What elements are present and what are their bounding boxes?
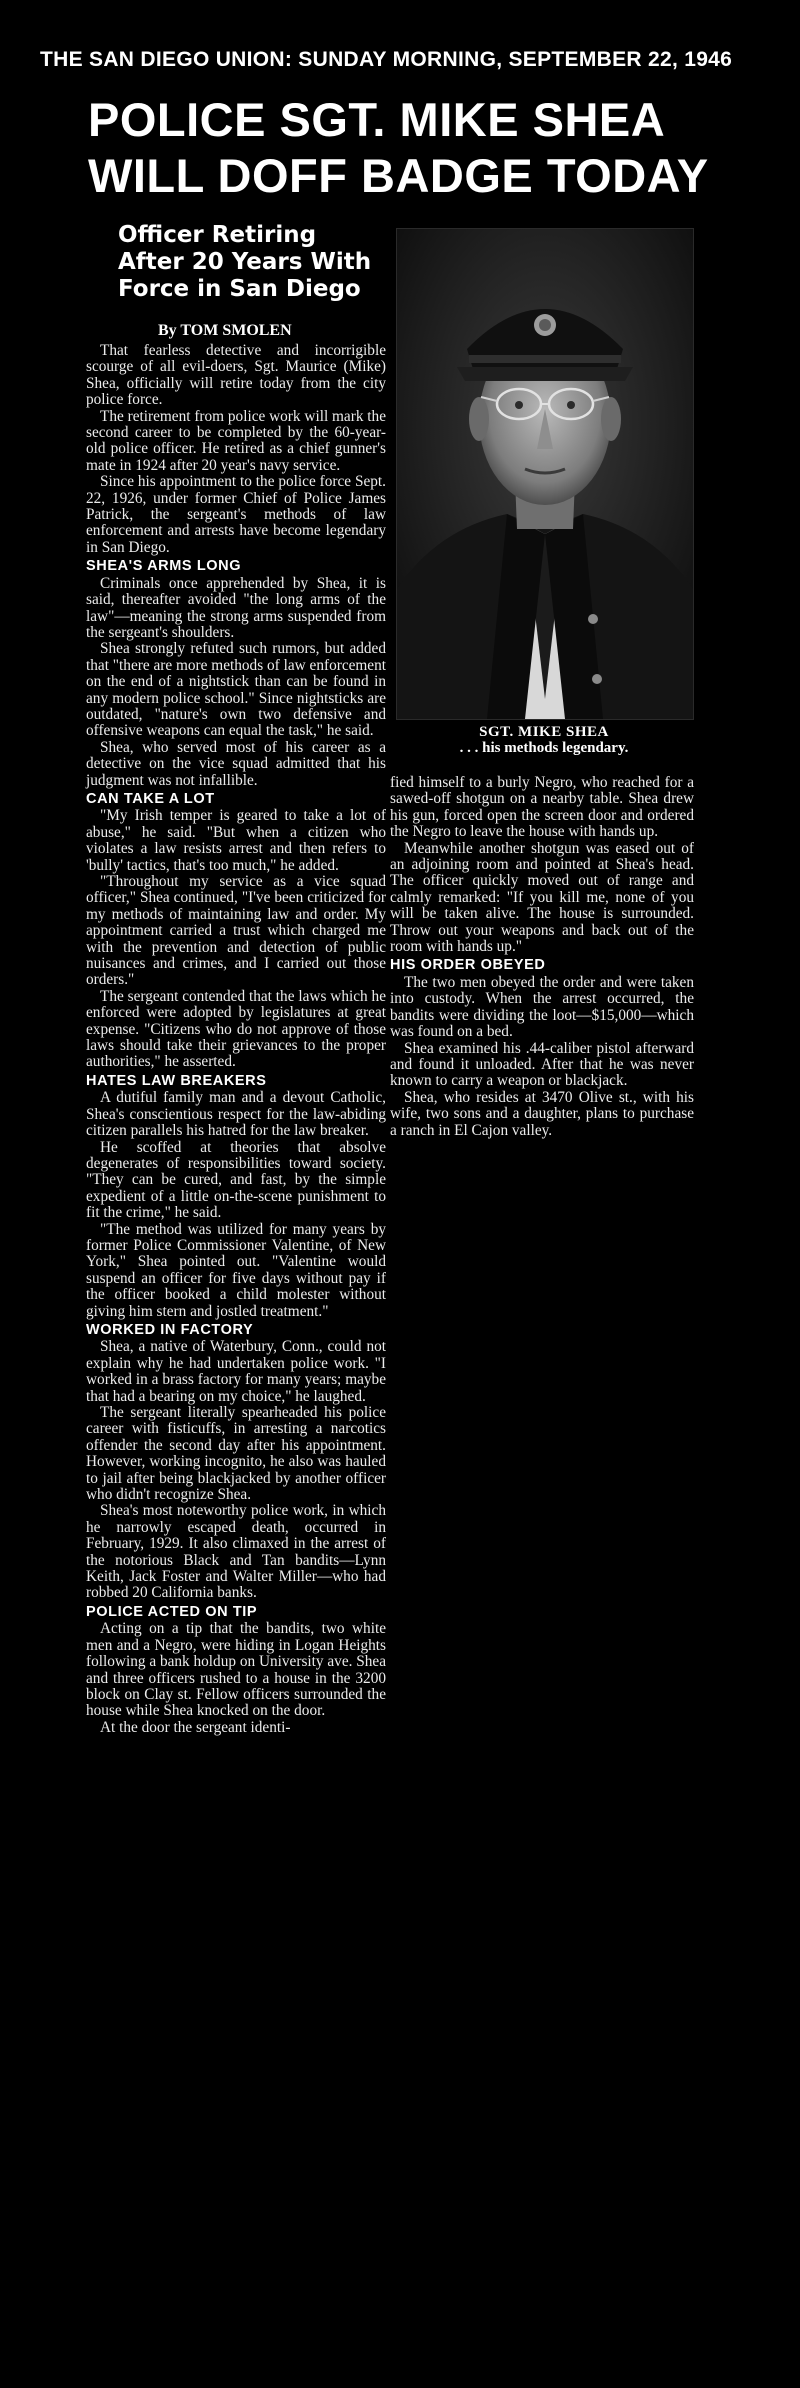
- article-paragraph: The sergeant literally spearheaded his police career with fisticuffs, in arresting a narcotics offender the second day after his appointment. However, working incognito, he also was hauled to jail after being blackjacked by another officer who didn't recognize Shea.: [86, 1404, 386, 1504]
- portrait-illustration: [397, 229, 693, 719]
- article-paragraph: fied himself to a burly Negro, who reached for a sawed-off shotgun on a nearby table. Shea drew his gun, forced open the screen door and ordered the Negro to leave the house with hands up.: [390, 774, 694, 841]
- section-subhead: SHEA'S ARMS LONG: [86, 558, 242, 575]
- caption-subtitle: . . . his methods legendary.: [459, 740, 629, 756]
- article-paragraph: Shea's most noteworthy police work, in which he narrowly escaped death, occurred in February, 1929. It also climaxed in the arrest of the notorious Black and Tan bandits—Lynn Keith, Jack Foster and Walter Miller—who had robbed 20 California banks.: [86, 1502, 386, 1602]
- article-paragraph: The sergeant contended that the laws which he enforced were adopted by legislatures at great expense. "Citizens who do not approve of those laws should take their grievances to the proper authorities," he asserted.: [86, 987, 386, 1071]
- subheadline-line-2: After 20 Years With: [118, 249, 372, 275]
- article-paragraph: The two men obeyed the order and were taken into custody. When the arrest occurred, the bandits were dividing the loot—$15,000—which was found on a bed.: [390, 973, 694, 1041]
- article-paragraph: At the door the sergeant identi-: [100, 1718, 291, 1736]
- article-paragraph: Meanwhile another shotgun was eased out of an adjoining room and pointed at Shea's head. The officer quickly moved out of range and calmly remarked: "If you kill me, none of you will be taken alive. The house is surrounded. Throw out your weapons and back out of the room with hands up.": [390, 839, 694, 956]
- masthead: THE SAN DIEGO UNION: SUNDAY MORNING, SEPTEMBER 22, 1946: [40, 48, 733, 71]
- subheadline: [118, 222, 388, 303]
- article-paragraph: Shea, who served most of his career as a detective on the vice squad admitted that his judgment was not infallible.: [86, 738, 386, 789]
- article-paragraph: "My Irish temper is geared to take a lot of abuse," he said. "But when a citizen who violates a law resists arrest and then refers to 'bully' tactics, that's too much," he added.: [86, 807, 386, 874]
- section-subhead: HIS ORDER OBEYED: [390, 957, 546, 974]
- subheadline-line-3: Force in San Diego: [118, 276, 361, 302]
- officer-portrait-photo: [396, 228, 694, 720]
- photo-caption: [396, 724, 692, 756]
- section-subhead: HATES LAW BREAKERS: [86, 1072, 267, 1089]
- subheadline-line-1: Officer Retiring: [118, 222, 317, 248]
- article-column-1: [86, 343, 386, 1736]
- article-paragraph: Shea examined his .44-caliber pistol afterward and found it unloaded. After that he was never known to carry a weapon or blackjack.: [390, 1039, 694, 1090]
- section-subhead: CAN TAKE A LOT: [86, 790, 215, 807]
- article-paragraph: "Throughout my service as a vice squad officer," Shea continued, "I've been criticized for my methods of maintaining law and order. My appointment carried a trust which charged me with the prevention and detection of public nuisances and crimes, and I carried out those orders.": [86, 873, 386, 989]
- article-paragraph: A dutiful family man and a devout Catholic, Shea's conscientious respect for the law-abiding citizen parallels his hatred for the law breaker.: [86, 1089, 386, 1140]
- article-paragraph: Shea, a native of Waterbury, Conn., could not explain why he had undertaken police work. "I worked in a brass factory for many years; maybe that had a bearing on my choice," he laughed.: [86, 1338, 386, 1405]
- caption-name: SGT. MIKE SHEA: [479, 724, 609, 740]
- headline-line-2: WILL DOFF BADGE TODAY: [88, 149, 709, 202]
- byline: By TOM SMOLEN: [158, 322, 292, 339]
- article-paragraph: Criminals once apprehended by Shea, it is said, thereafter avoided "the long arms of the law"—meaning the strong arms suspended from the sergeant's shoulders.: [86, 574, 386, 641]
- headline: [88, 92, 748, 204]
- article-paragraph: The retirement from police work will mark the second career to be completed by the 60-year-old police officer. He retired as a chief gunner's mate in 1924 after 20 year's navy service.: [86, 407, 386, 474]
- article-column-2: [390, 775, 694, 1139]
- article-paragraph: Acting on a tip that the bandits, two white men and a Negro, were hiding in Logan Heights following a bank holdup on University ave. Shea and three officers rushed to a house in the 3200 block on Clay st. Fellow officers surrounded the house while Shea knocked on the door.: [86, 1620, 386, 1720]
- article-paragraph: Since his appointment to the police force Sept. 22, 1926, under former Chief of Police James Patrick, the sergeant's methods of law enforcement and arrests have become legendary in San Diego.: [86, 473, 386, 556]
- article-paragraph: He scoffed at theories that absolve degenerates of responsibilities toward society. "They can be cured, and fast, by the simple expedient of a little on-the-scene punishment to fit the crime," he said.: [86, 1138, 386, 1222]
- article-paragraph: That fearless detective and incorrigible scourge of all evil-doers, Sgt. Maurice (Mike) Shea, officially will retire today from the city police force.: [86, 342, 386, 409]
- article-paragraph: Shea strongly refuted such rumors, but added that "there are more methods of law enforcement on the end of a nightstick than can be found in any modern police school." Since nightsticks are outdated, "nature's own two defensive and offensive weapons can equal the task," he said.: [86, 640, 386, 740]
- article-paragraph: Shea, who resides at 3470 Olive st., with his wife, two sons and a daughter, plans to purchase a ranch in El Cajon valley.: [390, 1088, 694, 1139]
- article-paragraph: "The method was utilized for many years by former Police Commissioner Valentine, of New York," Shea pointed out. "Valentine would suspend an officer for five days without pay if the officer booked a child molester without giving him stern and jostled treatment.": [86, 1220, 386, 1320]
- section-subhead: WORKED IN FACTORY: [86, 1321, 254, 1338]
- headline-line-1: POLICE SGT. MIKE SHEA: [88, 93, 666, 146]
- section-subhead: POLICE ACTED ON TIP: [86, 1603, 258, 1620]
